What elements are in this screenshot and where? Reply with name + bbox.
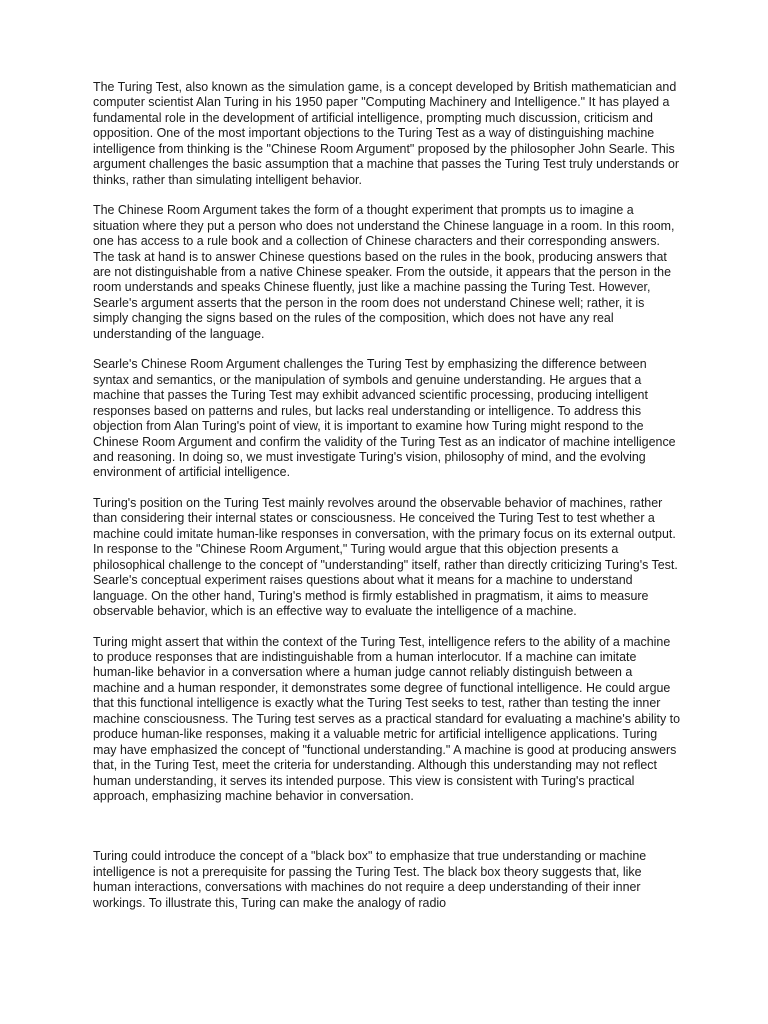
paragraph-black-box: Turing could introduce the concept of a "black box" to emphasize that true understanding or machine intelligence is not a prerequisite for passing the Turing Test. The black box theory suggests that, like human interactions, conversations with machines do not require a deep understanding of their inner workings. To illustrate this, Turing can make the analogy of radio bbox=[93, 849, 647, 910]
paragraph-chinese-room-description: The Chinese Room Argument takes the form of a thought experiment that prompts us to imagine a situation where they put a person who does not understand the Chinese language in a room. In this room, one has access to a rule book and a collection of Chinese characters and their corresponding answers. The task at hand is to answer Chinese questions based on the rules in the book, producing answers that are not distinguishable from a native Chinese speaker. From the outside, it appears that the person in the room understands and speaks Chinese fluently, just like a machine passing the Turing Test. However, Searle's argument asserts that the person in the room does not understand Chinese well; rather, it is simply changing the signs based on the rules of the composition, which does not have any real understanding of the language. bbox=[93, 203, 675, 341]
paragraph-functional-intelligence: Turing might assert that within the context of the Turing Test, intelligence refers to the ability of a machine to produce responses that are indistinguishable from a human interlocutor. If a machine can imitate human-like behavior in a conversation where a human judge cannot reliably distinguish between a machine and a human responder, it demonstrates some degree of functional intelligence. He could argue that this functional intelligence is exactly what the Turing Test seeks to test, rather than testing the inner machine consciousness. The Turing test serves as a practical standard for evaluating a machine's ability to produce human-like responses, making it a valuable metric for artificial intelligence applications. Turing may have emphasized the concept of "functional understanding." A machine is good at producing answers that, in the Turing Test, meet the criteria for understanding. Although this understanding may not reflect human understanding, it serves its intended purpose. This view is consistent with Turing's practical approach, emphasizing machine behavior in conversation. bbox=[93, 634, 681, 804]
paragraph-turing-test-intro: The Turing Test, also known as the simulation game, is a concept developed by British mathematician and computer scientist Alan Turing in his 1950 paper "Computing Machinery and Intelligence." It has played a fundamental role in the development of artificial intelligence, prompting much discussion, criticism and opposition. One of the most important objections to the Turing Test as a way of distinguishing machine intelligence from thinking is the "Chinese Room Argument" proposed by the philosopher John Searle. This argument challenges the basic assumption that a machine that passes the Turing Test truly understands or thinks, rather than simulating intelligent behavior. bbox=[93, 80, 680, 187]
paragraph-turing-position: Turing's position on the Turing Test mainly revolves around the observable behavior of machines, rather than considering their internal states or consciousness. He conceived the Turing Test to test whether a machine could imitate human-like responses in conversation, with the primary focus on its external output. In response to the "Chinese Room Argument," Turing would argue that this objection presents a philosophical challenge to the concept of "understanding" itself, rather than directly criticizing Turing's Test. Searle's conceptual experiment raises questions about what it means for a machine to understand language. On the other hand, Turing's method is firmly established in pragmatism, it aims to measure observable behavior, which is an effective way to evaluate the intelligence of a machine. bbox=[93, 495, 678, 619]
paragraph-searle-challenge: Searle's Chinese Room Argument challenges the Turing Test by emphasizing the difference between syntax and semantics, or the manipulation of symbols and genuine understanding. He argues that a machine that passes the Turing Test may exhibit advanced scientific processing, producing intelligent responses based on patterns and rules, but lacks real understanding or intelligence. To address this objection from Alan Turing's point of view, it is important to examine how Turing might respond to the Chinese Room Argument and confirm the validity of the Turing Test as an indicator of machine intelligence and reasoning. In doing so, we must investigate Turing's vision, philosophy of mind, and the evolving environment of artificial intelligence. bbox=[93, 357, 676, 480]
